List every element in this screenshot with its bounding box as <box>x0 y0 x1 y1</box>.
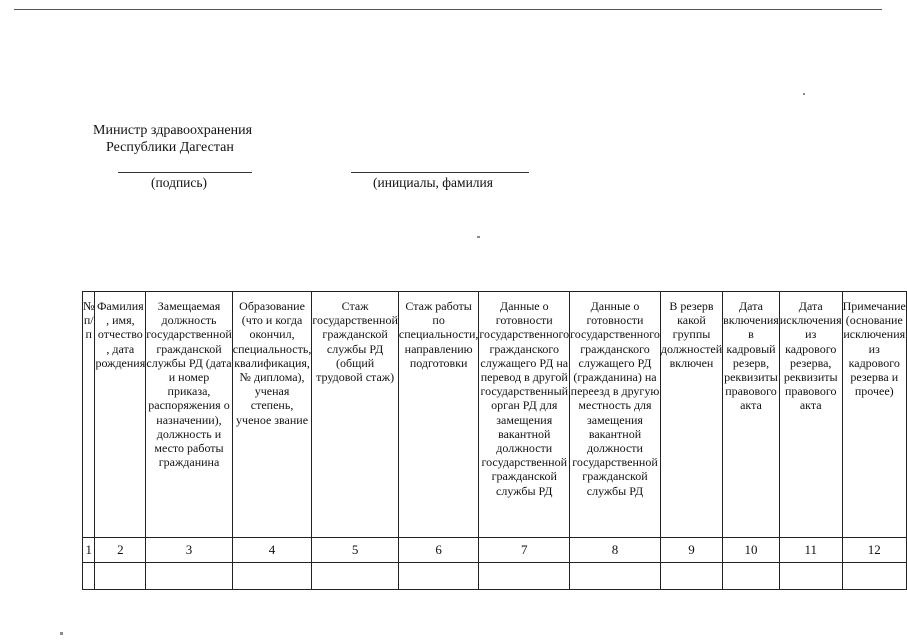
header-exclusion-date: Дата исключения из кадрового резерва, реквизиты правового акта <box>779 292 842 538</box>
signatory-title-line2: Республики Дагестан <box>106 140 234 155</box>
table-cell <box>95 563 146 590</box>
column-number: 7 <box>479 538 570 563</box>
header-inclusion-date: Дата включения в кадровый резерв, реквизиты правового акта <box>723 292 780 538</box>
table-cell <box>570 563 661 590</box>
column-number: 3 <box>146 538 233 563</box>
column-number: 1 <box>83 538 95 563</box>
personnel-reserve-table <box>82 291 907 590</box>
header-position: Замещаемая должность государственной гражданской службы РД (дата и номер приказа, распоряжения о назначении), должность и место работы гражданина <box>146 292 233 538</box>
scan-speck <box>60 632 63 635</box>
header-number: № п/п <box>83 292 95 538</box>
column-number: 12 <box>842 538 906 563</box>
signature-line <box>118 172 252 173</box>
column-number-row <box>83 538 907 563</box>
table-cell <box>146 563 233 590</box>
header-education: Образование (что и когда окончил, специальность, квалификация, № диплома), ученая степень, ученое звание <box>232 292 312 538</box>
table-cell <box>723 563 780 590</box>
scan-speck <box>477 236 480 238</box>
column-number: 4 <box>232 538 312 563</box>
column-number: 10 <box>723 538 780 563</box>
table-cell <box>83 563 95 590</box>
column-number: 9 <box>660 538 722 563</box>
column-number: 11 <box>779 538 842 563</box>
header-row <box>83 292 907 538</box>
table-row <box>83 563 907 590</box>
signature-caption: (подпись) <box>151 175 208 190</box>
top-rule <box>14 9 882 10</box>
table-cell <box>842 563 906 590</box>
table-cell <box>312 563 399 590</box>
header-reserve-group: В резерв какой группы должностей включен <box>660 292 722 538</box>
table-cell <box>479 563 570 590</box>
header-service-length: Стаж государственной гражданской службы РД (общий трудовой стаж) <box>312 292 399 538</box>
column-number: 6 <box>398 538 479 563</box>
signatory-title-line1: Министр здравоохранения <box>93 123 253 138</box>
header-note: Примечание (основание исключения из кадрового резерва и прочее) <box>842 292 906 538</box>
scan-speck <box>803 93 805 95</box>
table-cell <box>660 563 722 590</box>
signatory-title <box>93 122 252 156</box>
header-transfer-readiness: Данные о готовности государственного гражданского служащего РД на перевод в другой государственный орган РД для замещения вакантной должности государственной гражданской службы РД <box>479 292 570 538</box>
header-specialty-length: Стаж работы по специальности, направлению подготовки <box>398 292 479 538</box>
column-number: 5 <box>312 538 399 563</box>
table-cell <box>398 563 479 590</box>
initials-line <box>351 172 529 173</box>
header-relocation-readiness: Данные о готовности государственного гражданского служащего РД (гражданина) на переезд в другую местность для замещения вакантной должности государственной гражданской службы РД <box>570 292 661 538</box>
table-cell <box>779 563 842 590</box>
header-full-name: Фамилия , имя, отчество , дата рождения <box>95 292 146 538</box>
initials-caption: (инициалы, фамилия <box>373 175 493 190</box>
table-cell <box>232 563 312 590</box>
column-number: 2 <box>95 538 146 563</box>
column-number: 8 <box>570 538 661 563</box>
